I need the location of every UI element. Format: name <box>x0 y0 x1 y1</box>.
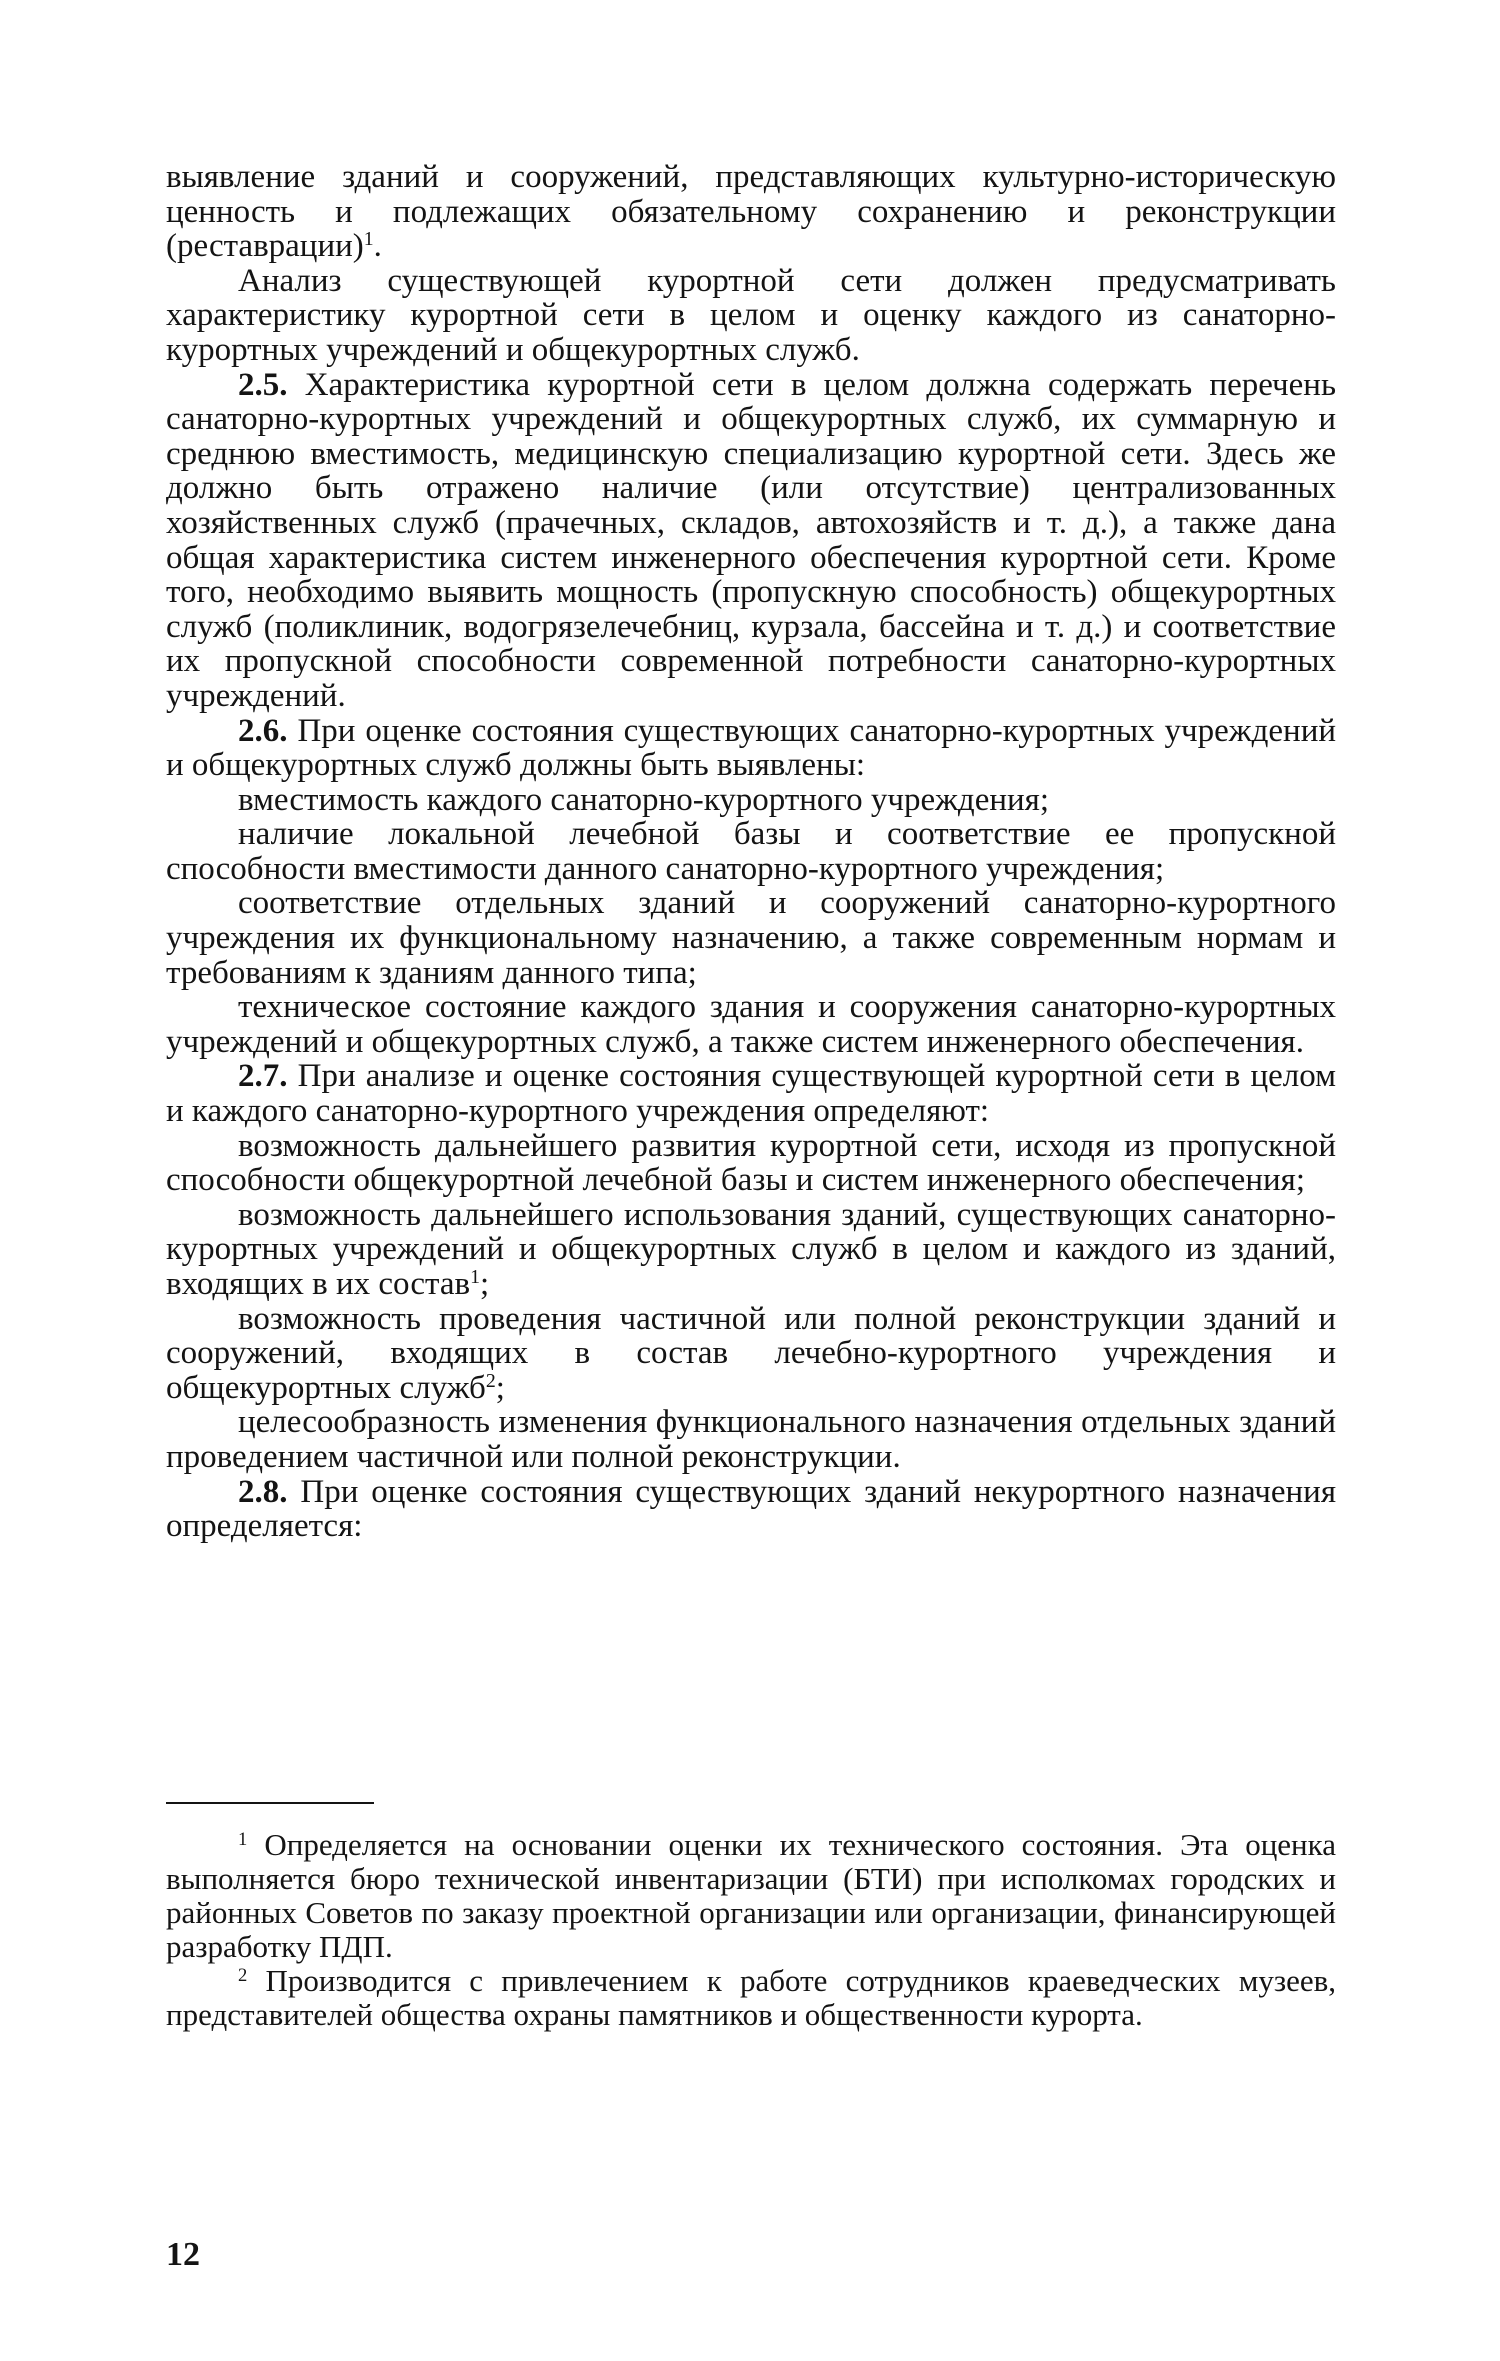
section-2-6 <box>166 714 1336 783</box>
paragraph-p2 <box>166 264 1336 368</box>
list-item <box>166 1302 1336 1406</box>
list-item <box>166 817 1336 886</box>
paragraph-text: Анализ существующей курортной сети должен предусматривать характеристику курортной сети в целом и оценку каждого из санаторно-курортных учреждений и общекурортных служб. <box>166 262 1336 368</box>
list-item <box>166 1405 1336 1474</box>
footnote-text: Производится с привлечением к работе сотрудников краеведческих музеев, представителей общества охраны памятников и общественности курорта. <box>166 1963 1336 2032</box>
section-number: 2.6. <box>238 712 288 749</box>
list-item <box>166 1129 1336 1198</box>
paragraph-p1 <box>166 160 1336 264</box>
footnote-ref: 1 <box>363 228 374 251</box>
footnote-text: Определяется на основании оценки их технического состояния. Эта оценка выполняется бюро технической инвентаризации (БТИ) при исполкомах городских и районных Советов по заказу проектной организации или организации, финансирующей разработку ПДП. <box>166 1827 1336 1964</box>
paragraph-text: возможность проведения частичной или полной реконструкции зданий и сооружений, входящих в состав лечебно-курортного учреждения и общекурортных служб <box>166 1300 1336 1406</box>
paragraph-text: При оценке состояния существующих санаторно-курортных учреждений и общекурортных служб должны быть выявлены: <box>166 712 1337 784</box>
paragraph-tail: ; <box>479 1266 490 1302</box>
paragraph-text: При анализе и оценке состояния существующей курортной сети в целом и каждого санаторно-курортного учреждения определяют: <box>166 1058 1336 1130</box>
section-2-7 <box>166 1059 1336 1128</box>
paragraph-text: возможность дальнейшего использования зданий, существующих санаторно-курортных учреждений и общекурортных служб в целом и каждого из зданий, входящих в их состав <box>166 1196 1336 1302</box>
paragraph-text: возможность дальнейшего развития курортной сети, исходя из пропускной способности общекурортной лечебной базы и систем инженерного обеспечения; <box>166 1127 1336 1199</box>
footnote-ref: 2 <box>485 1369 496 1392</box>
list-item <box>166 886 1336 990</box>
paragraph-text: Характеристика курортной сети в целом должна содержать перечень санаторно-курортных учреждений и общекурортных служб, их суммарную и среднюю вместимость, медицинскую специализацию курортной сети. Здесь же должно быть отражено наличие (или отсутствие) централизованных хозяйственных служб (прачечных, складов, автохозяйств и т. д.), а также дана общая характеристика систем инженерного обеспечения курортной сети. Кроме того, необходимо выявить мощность (пропускную способность) общекурортных служб (поликлиник, водогрязелечебниц, курзала, бассейна и т. д.) и соответствие их пропускной способности современной потребности санаторно-курортных учреждений. <box>166 366 1337 714</box>
list-item <box>166 783 1336 818</box>
page-number: 12 <box>166 2236 200 2273</box>
list-item <box>166 990 1336 1059</box>
section-number: 2.5. <box>238 366 288 403</box>
body-text <box>166 160 1336 1544</box>
footnote-mark: 1 <box>238 1828 248 1850</box>
paragraph-text: При оценке состояния существующих зданий некурортного назначения определяется: <box>166 1473 1337 1545</box>
section-2-8 <box>166 1475 1336 1544</box>
paragraph-tail: . <box>373 228 382 265</box>
paragraph-text: техническое состояние каждого здания и сооружения санаторно-курортных учреждений и общекурортных служб, а также систем инженерного обеспечения. <box>166 989 1336 1060</box>
paragraph-tail: ; <box>495 1369 505 1406</box>
paragraph-text: наличие локальной лечебной базы и соответствие ее пропускной способности вместимости данного санаторно-курортного учреждения; <box>166 816 1336 887</box>
footnote-2 <box>166 1964 1336 2032</box>
section-number: 2.7. <box>238 1058 288 1095</box>
paragraph-text: вместимость каждого санаторно-курортного учреждения; <box>238 781 1050 818</box>
footnote-ref: 1 <box>470 1266 480 1289</box>
section-2-5 <box>166 368 1336 714</box>
footnotes <box>166 1828 1336 2032</box>
footnote-mark: 2 <box>238 1964 248 1986</box>
paragraph-text: соответствие отдельных зданий и сооружений санаторно-курортного учреждения их функциональному назначению, а также современным нормам и требованиям к зданиям данного типа; <box>166 885 1336 991</box>
footnote-divider <box>166 1802 374 1804</box>
footnote-1 <box>166 1828 1336 1964</box>
section-number: 2.8. <box>238 1473 288 1510</box>
paragraph-text: целесообразность изменения функционального назначения отдельных зданий проведением частичной или полной реконструкции. <box>166 1404 1336 1475</box>
paragraph-text: выявление зданий и сооружений, представляющих культурно-историческую ценность и подлежащих обязательному сохранению и реконструкции (реставрации) <box>166 159 1336 265</box>
list-item <box>166 1198 1336 1302</box>
